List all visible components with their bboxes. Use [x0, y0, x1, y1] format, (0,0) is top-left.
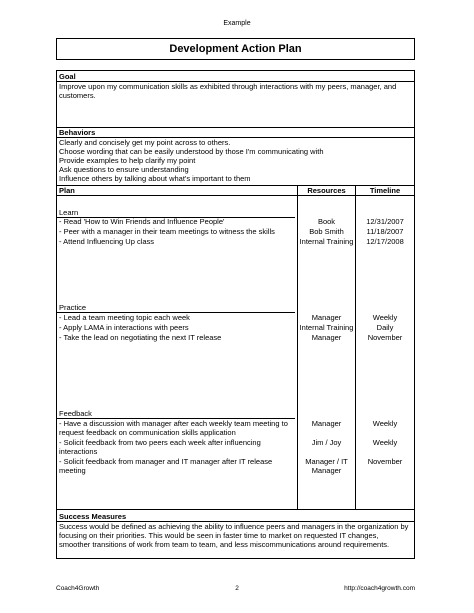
timeline-column-header: Timeline [369, 186, 401, 195]
divider [57, 509, 414, 510]
timeline-cell: November [367, 457, 403, 466]
timeline-cell: November [367, 333, 403, 342]
plan-item: - Lead a team meeting topic each week [59, 313, 190, 322]
action-plan-table [56, 70, 415, 559]
timeline-cell: 11/18/2007 [366, 227, 404, 236]
behavior-line: Clearly and concisely get my point across to others. [59, 138, 231, 147]
feedback-label: Feedback [59, 409, 92, 418]
goal-text: Improve upon my communication skills as exhibited through interactions with my peers, manager, and customers. [59, 82, 397, 100]
plan-item: - Solicit feedback from manager and IT manager after IT release [59, 457, 273, 466]
timeline-cell: Daily [376, 323, 394, 332]
resource-cell: Book [317, 217, 336, 226]
plan-item: - Peer with a manager in their team meetings to witness the skills [59, 227, 275, 236]
resources-column-header: Resources [307, 186, 346, 195]
plan-item: - Solicit feedback from two peers each week after influencing [59, 438, 261, 447]
resource-cell: Manager [311, 466, 342, 475]
plan-item: - Have a discussion with manager after each weekly team meeting to [59, 419, 288, 428]
behavior-line: Choose wording that can be easily understood by those I'm communicating with [59, 147, 324, 156]
plan-item: interactions [59, 447, 98, 456]
success-line: Success would be defined as achieving the ability to influence peers and managers in the organization by [59, 522, 409, 531]
behavior-line: Provide examples to help clarify my point [59, 156, 196, 165]
resource-cell: Manager / IT [305, 457, 348, 466]
success-line: smoother transitions of work from team to team, and less miscommunications around requirements. [59, 540, 390, 549]
behavior-line: Ask questions to ensure understanding [59, 165, 189, 174]
resource-cell: Bob Smith [309, 227, 344, 236]
page-title: Development Action Plan [56, 38, 415, 60]
timeline-cell: 12/17/2008 [366, 237, 404, 246]
resource-cell: Jim / Joy [311, 438, 342, 447]
resource-cell: Manager [311, 419, 342, 428]
resource-cell: Internal Training [299, 237, 354, 246]
success-line: focusing on their priorities. This would be seen in faster time to market on requested IT changes, [59, 531, 379, 540]
resource-cell: Manager [311, 313, 342, 322]
goal-label: Goal [59, 72, 76, 81]
footer-url[interactable]: http://coach4growth.com [344, 585, 415, 592]
footer-page-number: 2 [235, 585, 239, 592]
timeline-cell: Weekly [372, 419, 398, 428]
timeline-cell: Weekly [372, 438, 398, 447]
success-measures-label: Success Measures [59, 512, 127, 521]
plan-column-header: Plan [59, 186, 75, 195]
plan-item: - Take the lead on negotiating the next IT release [59, 333, 222, 342]
learn-label: Learn [59, 208, 79, 217]
plan-item: meeting [59, 466, 86, 475]
divider [57, 195, 414, 196]
divider [57, 127, 414, 128]
timeline-cell: 12/31/2007 [366, 217, 404, 226]
resource-cell: Internal Training [299, 323, 354, 332]
behaviors-label: Behaviors [59, 128, 96, 137]
timeline-cell: Weekly [372, 313, 398, 322]
plan-item: - Apply LAMA in interactions with peers [59, 323, 189, 332]
behavior-line: Influence others by talking about what's important to them [59, 174, 251, 183]
plan-item: request feedback on communication skills application [59, 428, 236, 437]
footer-left: Coach4Growth [56, 585, 100, 592]
plan-item: - Read 'How to Win Friends and Influence People' [59, 217, 225, 226]
plan-item: - Attend Influencing Up class [59, 237, 155, 246]
practice-label: Practice [59, 303, 87, 312]
page-header: Example [223, 20, 251, 27]
resource-cell: Manager [311, 333, 342, 342]
